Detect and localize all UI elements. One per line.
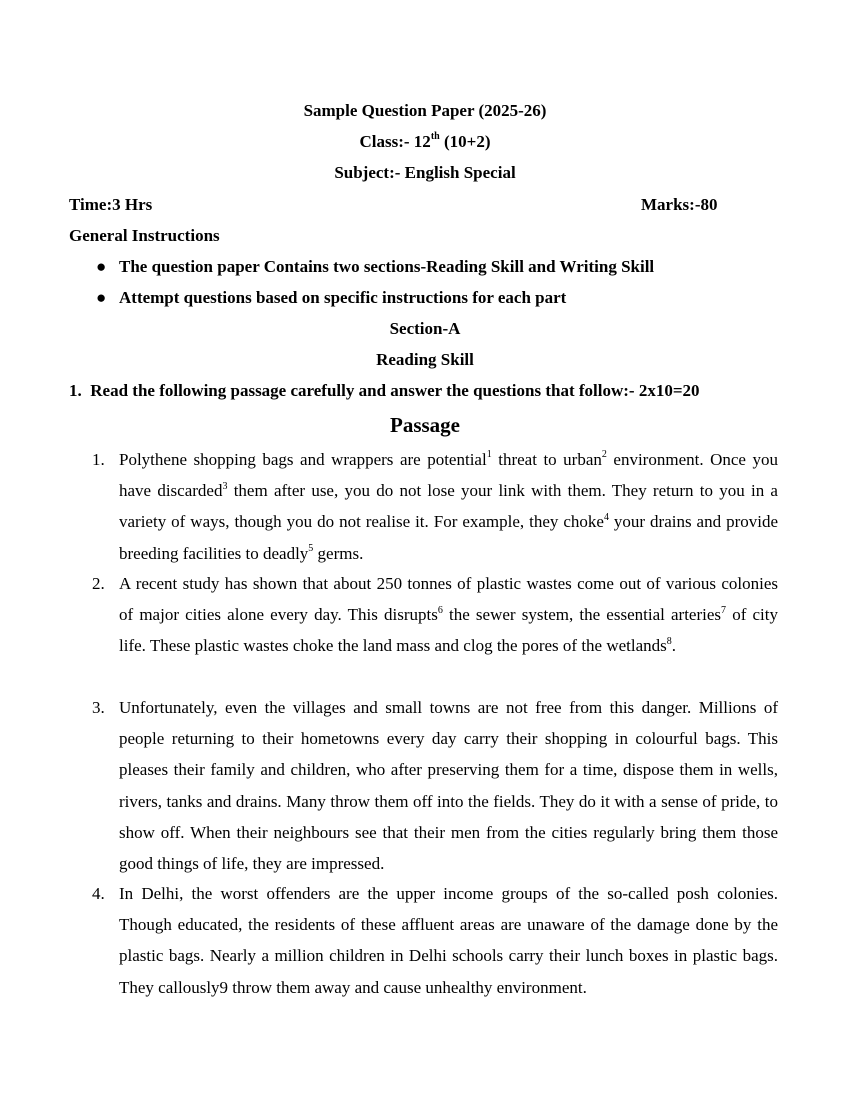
paragraph-text-segment: germs.: [313, 543, 364, 563]
instruction-item: [96, 257, 654, 277]
paragraph-text-segment: A recent study has shown that about 250 tonnes of plastic wastes come out of various colonies of major cities alone every day. This disrupts: [119, 574, 778, 625]
class-label: Class:- 12: [359, 132, 431, 151]
footnote-marker: 1: [486, 449, 492, 461]
footnote-marker: 7: [721, 604, 727, 616]
subject-line: Subject:- English Special: [334, 163, 516, 182]
section-subheading: Reading Skill: [376, 350, 474, 369]
footnote-marker: 6: [437, 604, 443, 616]
question-text: Read the following passage carefully and answer the questions that follow:- 2x10=20: [90, 381, 700, 400]
footnote-marker: 3: [222, 480, 228, 492]
passage-paragraph: [92, 568, 778, 662]
paragraph-text-segment: Polythene shopping bags and wrappers are potential: [119, 450, 487, 469]
question-1: [69, 381, 700, 401]
paragraph-text-segment: Unfortunately, even the villages and small towns are not free from this danger. Millions of people returning to their hometowns every day carry their shopping in colourful bags. This pleases their family and children, who after preserving them for a time, dispose them in wells, rivers, tanks and drains. Many throw them off into the fields. They do it with a sense of pride, to show off. When their neighbours see that their men from the cities regularly bring them those good things of life, they are impressed.: [119, 698, 778, 874]
footnote-marker: 2: [601, 449, 607, 461]
paragraph-number: 1.: [92, 450, 105, 469]
paragraph-text-segment: threat to urban: [491, 450, 602, 469]
paragraph-text-segment: environment. Once you have discarded: [119, 450, 778, 501]
paragraph-text-segment: them after use, you do not lose your link with them. They return to you in a variety of ways, though you do not realise it. For example, they choke: [119, 481, 778, 532]
instruction-text: Attempt questions based on specific instructions for each part: [119, 288, 567, 307]
time-allowed: Time:3 Hrs: [69, 195, 153, 214]
question-number: 1.: [69, 381, 82, 400]
class-superscript: th: [430, 131, 440, 143]
paper-title: Sample Question Paper (2025-26): [303, 101, 547, 120]
paragraph-text: [119, 878, 778, 1003]
footnote-marker: 5: [308, 542, 314, 554]
passage-paragraph: [92, 444, 778, 569]
bullet-icon: ●: [96, 257, 107, 276]
paragraph-number: 2.: [92, 574, 105, 593]
general-instructions-heading: General Instructions: [69, 226, 220, 245]
max-marks: Marks:-80: [641, 195, 718, 214]
paragraph-text: [119, 692, 778, 879]
instruction-item: [96, 288, 566, 308]
class-suffix: (10+2): [439, 132, 491, 151]
class-line: [0, 132, 850, 152]
passage-paragraph: [92, 878, 778, 1003]
footnote-marker: 8: [666, 635, 672, 647]
bullet-icon: ●: [96, 288, 107, 307]
passage-paragraph: [92, 692, 778, 879]
paragraph-text: [119, 568, 778, 662]
footnote-marker: 4: [603, 511, 609, 523]
paragraph-text-segment: of city life. These plastic wastes choke the land mass and clog the pores of the wetlands: [119, 605, 779, 656]
paragraph-text-segment: the sewer system, the essential arteries: [442, 605, 722, 625]
paragraph-text-segment: your drains and provide breeding facilities to deadly: [119, 512, 778, 563]
instruction-text: The question paper Contains two sections-Reading Skill and Writing Skill: [119, 257, 655, 276]
paragraph-text: [119, 444, 778, 569]
section-heading: Section-A: [389, 319, 461, 338]
paragraph-number: 3.: [92, 698, 105, 717]
paragraph-text-segment: .: [671, 636, 677, 656]
passage-title: Passage: [390, 413, 460, 437]
paragraph-number: 4.: [92, 884, 105, 903]
paragraph-text-segment: In Delhi, the worst offenders are the upper income groups of the so-called posh colonies. Though educated, the residents of these affluent areas are unaware of the damage done by the plastic bags. Nearly a million children in Delhi schools carry their lunch boxes in plastic bags. They callously9 throw them away and cause unhealthy environment.: [119, 884, 778, 997]
